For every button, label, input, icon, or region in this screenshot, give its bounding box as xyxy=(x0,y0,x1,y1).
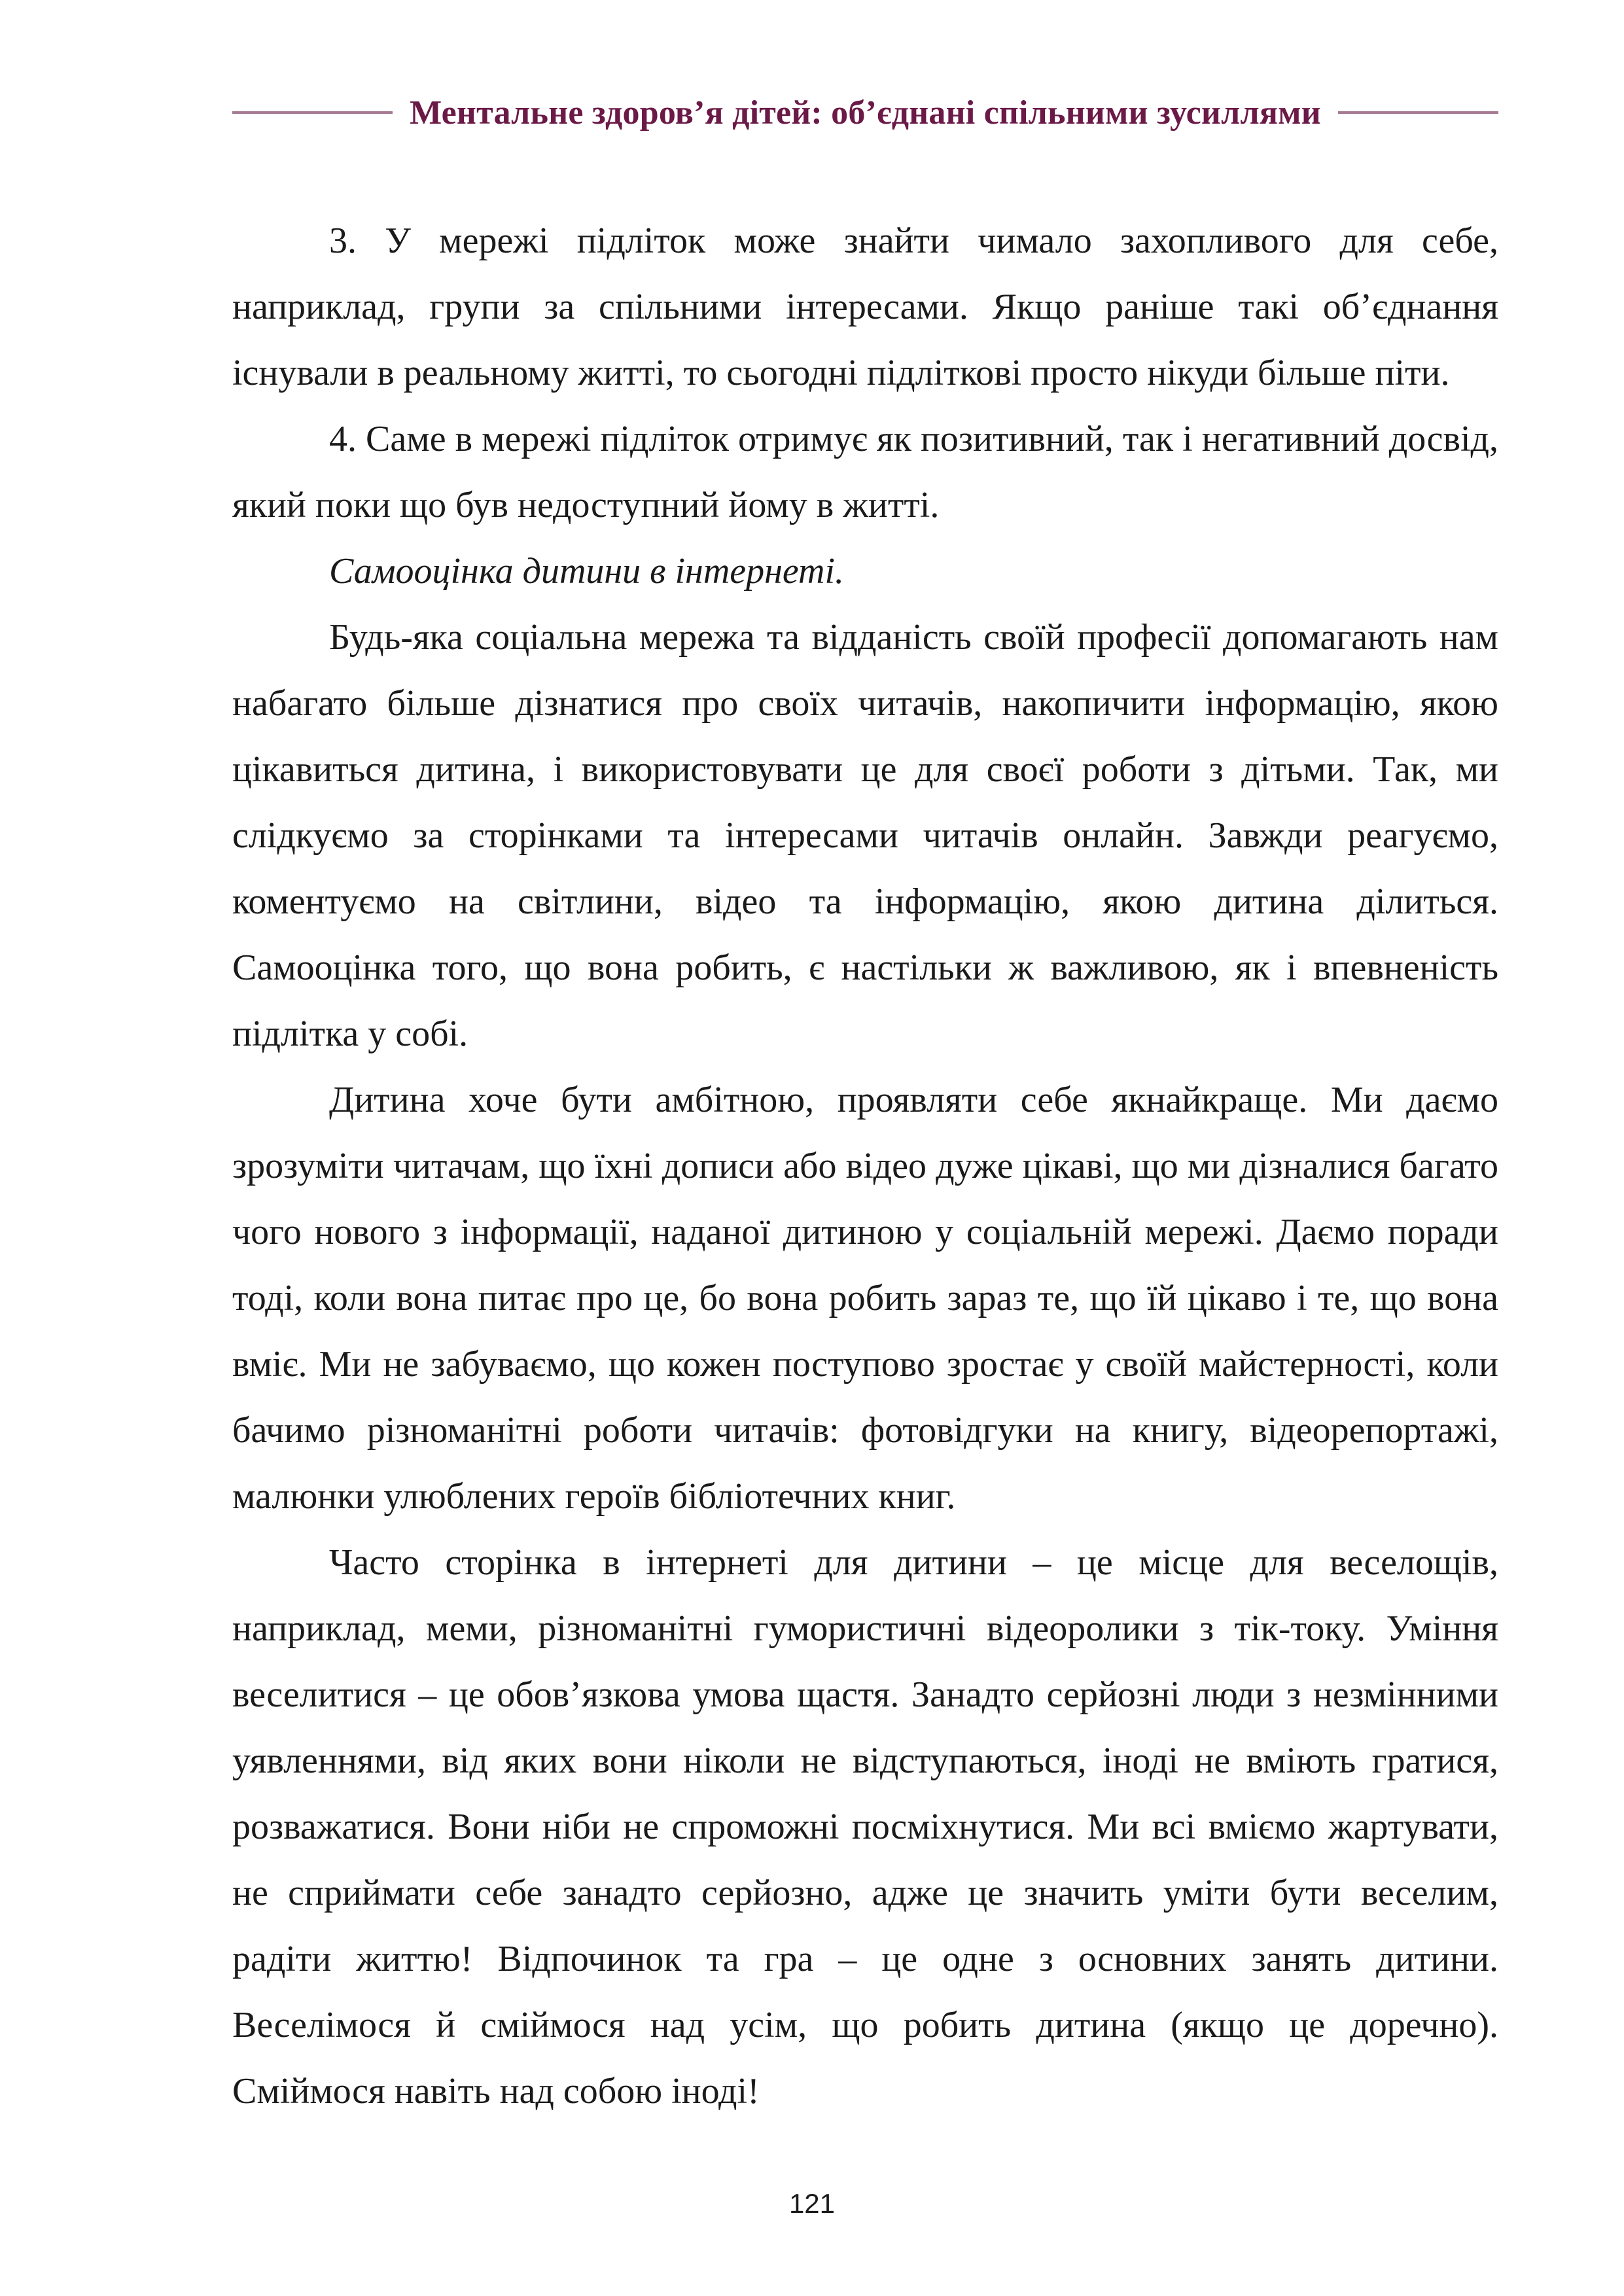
page-number: 121 xyxy=(788,2188,836,2219)
paragraph-point-3: 3. У мережі підліток може знайти чимало захопливого для себе, наприклад, групи за спільними інтересами. Якщо раніше такі об’єднання існували в реальному житті, то сьогодні підліткові просто нікуди більше піти. xyxy=(232,221,1498,393)
running-header xyxy=(232,86,1498,139)
body-text xyxy=(232,208,1498,2125)
section-subheading: Самооцінка дитини в інтернеті. xyxy=(329,551,845,592)
header-rule-right xyxy=(1338,111,1498,114)
paragraph: Дитина хоче бути амбітною, проявляти себе якнайкраще. Ми даємо зрозуміти читачам, що їхні дописи або відео дуже цікаві, що ми дізналися багато чого нового з інформації, наданої дитиною у соціальній мережі. Даємо поради тоді, коли вона питає про це, бо вона робить зараз те, що їй цікаво і те, що вона вміє. Ми не забуваємо, що кожен поступово зростає у своїй майстерності, коли бачимо різноманітні роботи читачів: фотовідгуки на книгу, відеорепортажі, малюнки улюблених героїв бібліотечних книг. xyxy=(232,1080,1498,1517)
paragraph: Будь-яка соціальна мережа та відданість своїй професії допомагають нам набагато більше дізнатися про своїх читачів, накопичити інформацію, якою цікавиться дитина, і використовувати це для своєї роботи з дітьми. Так, ми слідкуємо за сторінками та інтересами читачів онлайн. Завжди реагуємо, коментуємо на світлини, відео та інформацію, якою дитина ділиться. Самооцінка того, що вона робить, є настільки ж важливою, як і впевненість підлітка у собі. xyxy=(232,617,1498,1054)
header-title: Ментальне здоров’я дітей: об’єднані спільними зусиллями xyxy=(410,94,1321,132)
header-rule-left xyxy=(232,111,393,114)
paragraph-point-4: 4. Саме в мережі підліток отримує як позитивний, так і негативний досвід, який поки що був недоступний йому в житті. xyxy=(232,419,1498,525)
paragraph: Часто сторінка в інтернеті для дитини – це місце для веселощів, наприклад, меми, різноманітні гумористичні відеоролики з тік-току. Уміння веселитися – це обов’язкова умова щастя. Занадто серйозні люди з незмінними уявленнями, від яких вони ніколи не відступаються, іноді не вміють гратися, розважатися. Вони ніби не спроможні посміхнутися. Ми всі вміємо жартувати, не сприймати себе занадто серйозно, адже це значить уміти бути веселим, радіти життю! Відпочинок та гра – це одне з основних занять дитини. Веселімося й сміймося над усім, що робить дитина (якщо це доречно). Сміймося навіть над собою іноді! xyxy=(232,1542,1498,2111)
